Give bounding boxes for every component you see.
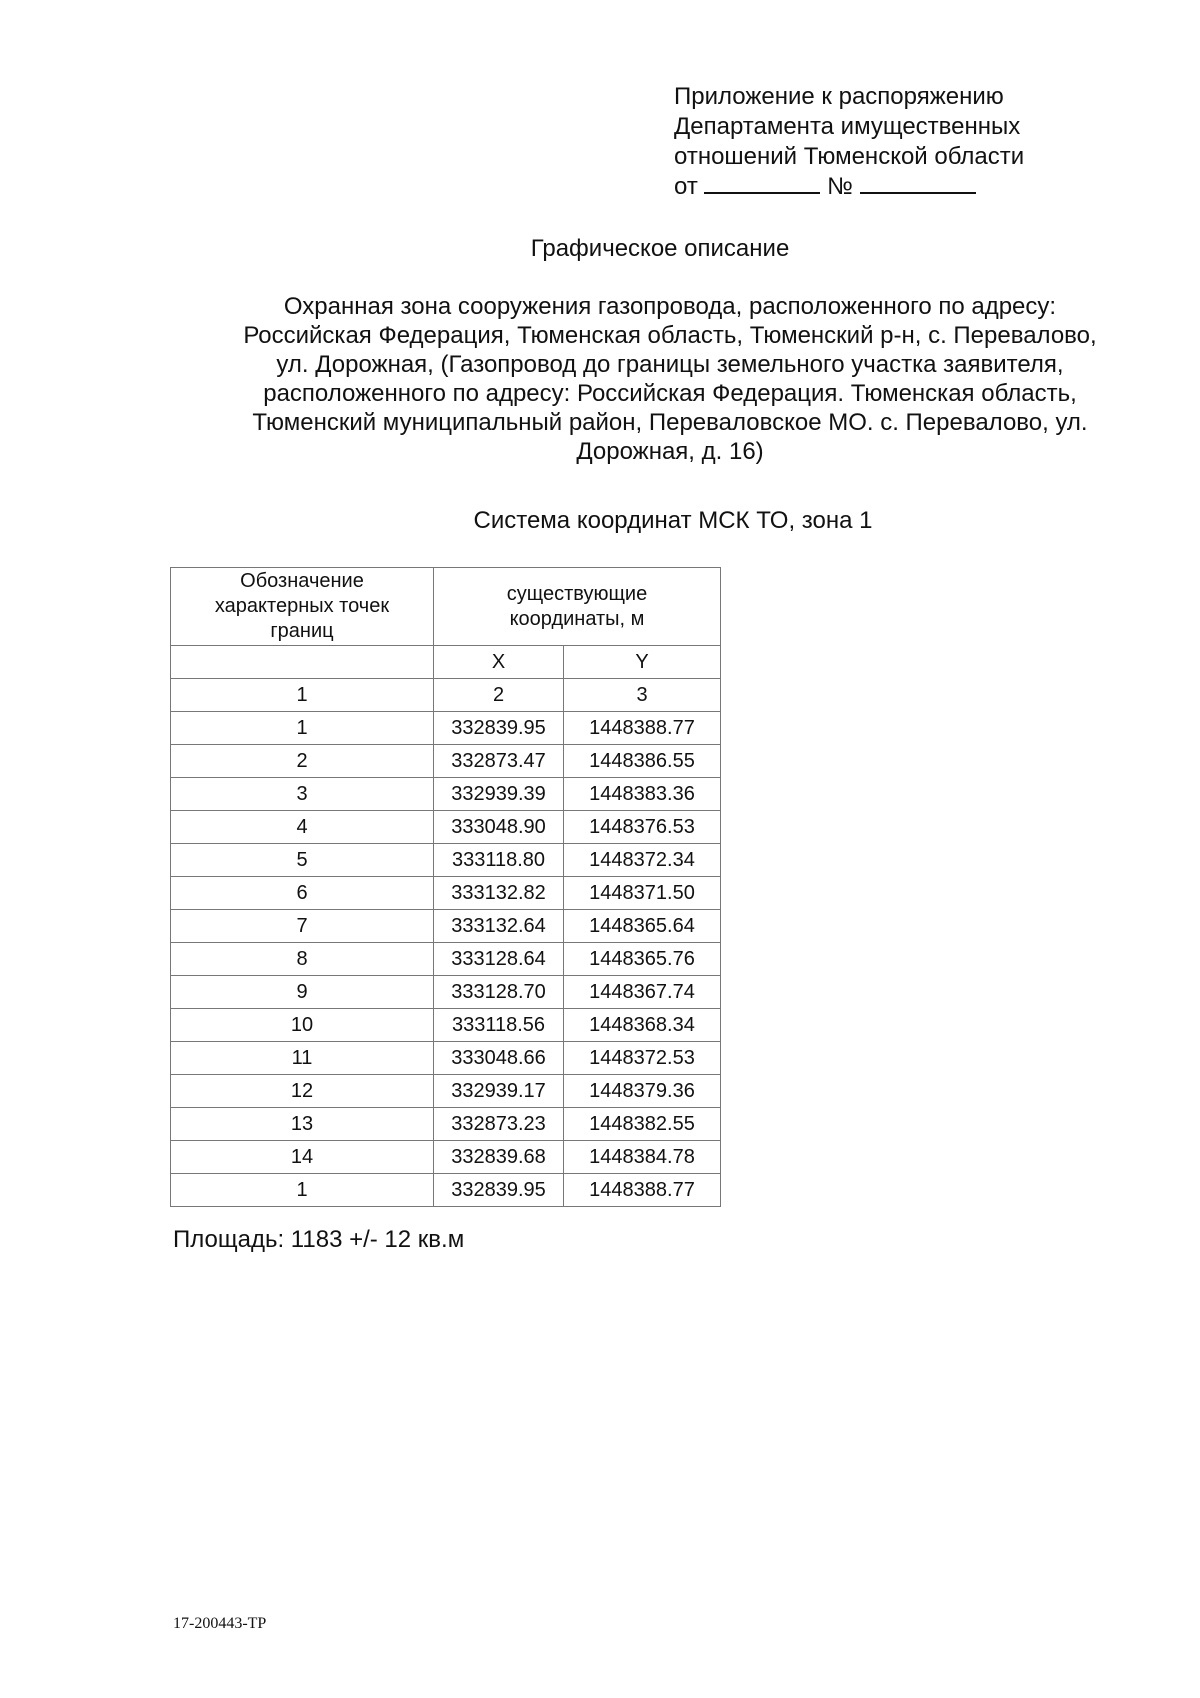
point-number-cell: 3 <box>171 778 434 811</box>
point-number-cell: 4 <box>171 811 434 844</box>
point-number-cell: 10 <box>171 1009 434 1042</box>
y-coordinate-cell: 1448379.36 <box>564 1075 721 1108</box>
x-coordinate-cell: 333132.82 <box>434 877 564 910</box>
y-coordinate-cell: 1448368.34 <box>564 1009 721 1042</box>
point-number-cell: 2 <box>171 745 434 778</box>
description-line: ул. Дорожная, (Газопровод до границы земельного участка заявителя, <box>276 351 1064 378</box>
x-coordinate-cell: 332839.95 <box>434 712 564 745</box>
appendix-line: отношений Тюменской области <box>674 143 1025 170</box>
description-line: Тюменский муниципальный район, Переваловское МО. с. Перевалово, ул. <box>252 409 1088 436</box>
column-number-row <box>171 679 721 712</box>
document-code: 17-200443-ТР <box>173 1615 267 1632</box>
x-coordinate-cell: 333118.56 <box>434 1009 564 1042</box>
x-coordinate-cell: 333048.90 <box>434 811 564 844</box>
y-coordinate-cell: 1448365.76 <box>564 943 721 976</box>
table-row <box>171 1075 721 1108</box>
appendix-line: Департамента имущественных <box>674 113 1021 140</box>
column-number: 1 <box>171 679 434 712</box>
y-coordinate-cell: 1448383.36 <box>564 778 721 811</box>
coordinate-system: Система координат МСК ТО, зона 1 <box>473 507 873 534</box>
appendix-date-number-line <box>674 172 1024 202</box>
area-text: Площадь: 1183 +/- 12 кв.м <box>173 1226 465 1253</box>
y-coordinate-cell: 1448367.74 <box>564 976 721 1009</box>
y-coordinate-cell: 1448388.77 <box>564 1174 721 1207</box>
table-row <box>171 811 721 844</box>
coordinates-table <box>170 567 721 1207</box>
table-row <box>171 1174 721 1207</box>
column-number: 2 <box>434 679 564 712</box>
table-row <box>171 877 721 910</box>
x-coordinate-cell: 332873.47 <box>434 745 564 778</box>
point-number-cell: 1 <box>171 712 434 745</box>
x-coordinate-cell: 332839.68 <box>434 1141 564 1174</box>
axis-y: Y <box>564 646 721 679</box>
header-coords-line: существующие <box>506 582 648 605</box>
point-number-cell: 14 <box>171 1141 434 1174</box>
y-coordinate-cell: 1448371.50 <box>564 877 721 910</box>
y-coordinate-cell: 1448382.55 <box>564 1108 721 1141</box>
zone-description <box>180 292 1160 466</box>
point-number-cell: 12 <box>171 1075 434 1108</box>
description-line: Российская Федерация, Тюменская область, Тюменский р-н, с. Перевалово, <box>243 322 1097 349</box>
y-coordinate-cell: 1448376.53 <box>564 811 721 844</box>
table-row <box>171 1009 721 1042</box>
header-points-line: границ <box>270 620 334 642</box>
table-row <box>171 943 721 976</box>
x-coordinate-cell: 333128.70 <box>434 976 564 1009</box>
appendix-line: Приложение к распоряжению <box>674 83 1004 110</box>
axis-empty-cell <box>171 646 434 679</box>
x-coordinate-cell: 333132.64 <box>434 910 564 943</box>
number-blank <box>860 172 976 194</box>
point-number-cell: 6 <box>171 877 434 910</box>
point-number-cell: 11 <box>171 1042 434 1075</box>
table-row <box>171 976 721 1009</box>
table-row <box>171 844 721 877</box>
x-coordinate-cell: 333048.66 <box>434 1042 564 1075</box>
point-number-cell: 8 <box>171 943 434 976</box>
document-title: Графическое описание <box>530 235 790 262</box>
table-row <box>171 745 721 778</box>
point-number-cell: 9 <box>171 976 434 1009</box>
y-coordinate-cell: 1448384.78 <box>564 1141 721 1174</box>
date-blank <box>704 172 820 194</box>
axis-row <box>171 646 721 679</box>
table-row <box>171 1108 721 1141</box>
table-row <box>171 778 721 811</box>
x-coordinate-cell: 332939.17 <box>434 1075 564 1108</box>
description-line: Охранная зона сооружения газопровода, расположенного по адресу: <box>283 293 1057 320</box>
column-number: 3 <box>564 679 721 712</box>
table-row <box>171 1141 721 1174</box>
table-row <box>171 712 721 745</box>
header-coords <box>434 568 721 646</box>
axis-x: X <box>434 646 564 679</box>
description-line: расположенного по адресу: Российская Федерация. Тюменская область, <box>263 380 1077 407</box>
y-coordinate-cell: 1448372.34 <box>564 844 721 877</box>
header-coords-line: координаты, м <box>509 607 645 630</box>
point-number-cell: 7 <box>171 910 434 943</box>
x-coordinate-cell: 333128.64 <box>434 943 564 976</box>
x-coordinate-cell: 332873.23 <box>434 1108 564 1141</box>
y-coordinate-cell: 1448388.77 <box>564 712 721 745</box>
y-coordinate-cell: 1448365.64 <box>564 910 721 943</box>
header-points-line: характерных точек <box>214 595 390 617</box>
header-points <box>171 568 434 646</box>
x-coordinate-cell: 332939.39 <box>434 778 564 811</box>
y-coordinate-cell: 1448372.53 <box>564 1042 721 1075</box>
y-coordinate-cell: 1448386.55 <box>564 745 721 778</box>
table-header-row <box>171 568 721 646</box>
x-coordinate-cell: 332839.95 <box>434 1174 564 1207</box>
point-number-cell: 13 <box>171 1108 434 1141</box>
number-label: № <box>827 173 853 200</box>
table-row <box>171 1042 721 1075</box>
point-number-cell: 5 <box>171 844 434 877</box>
description-line: Дорожная, д. 16) <box>576 438 764 465</box>
date-label: от <box>674 173 698 200</box>
appendix-header <box>674 82 1024 202</box>
table-row <box>171 910 721 943</box>
x-coordinate-cell: 333118.80 <box>434 844 564 877</box>
header-points-line: Обозначение <box>240 570 364 592</box>
point-number-cell: 1 <box>171 1174 434 1207</box>
